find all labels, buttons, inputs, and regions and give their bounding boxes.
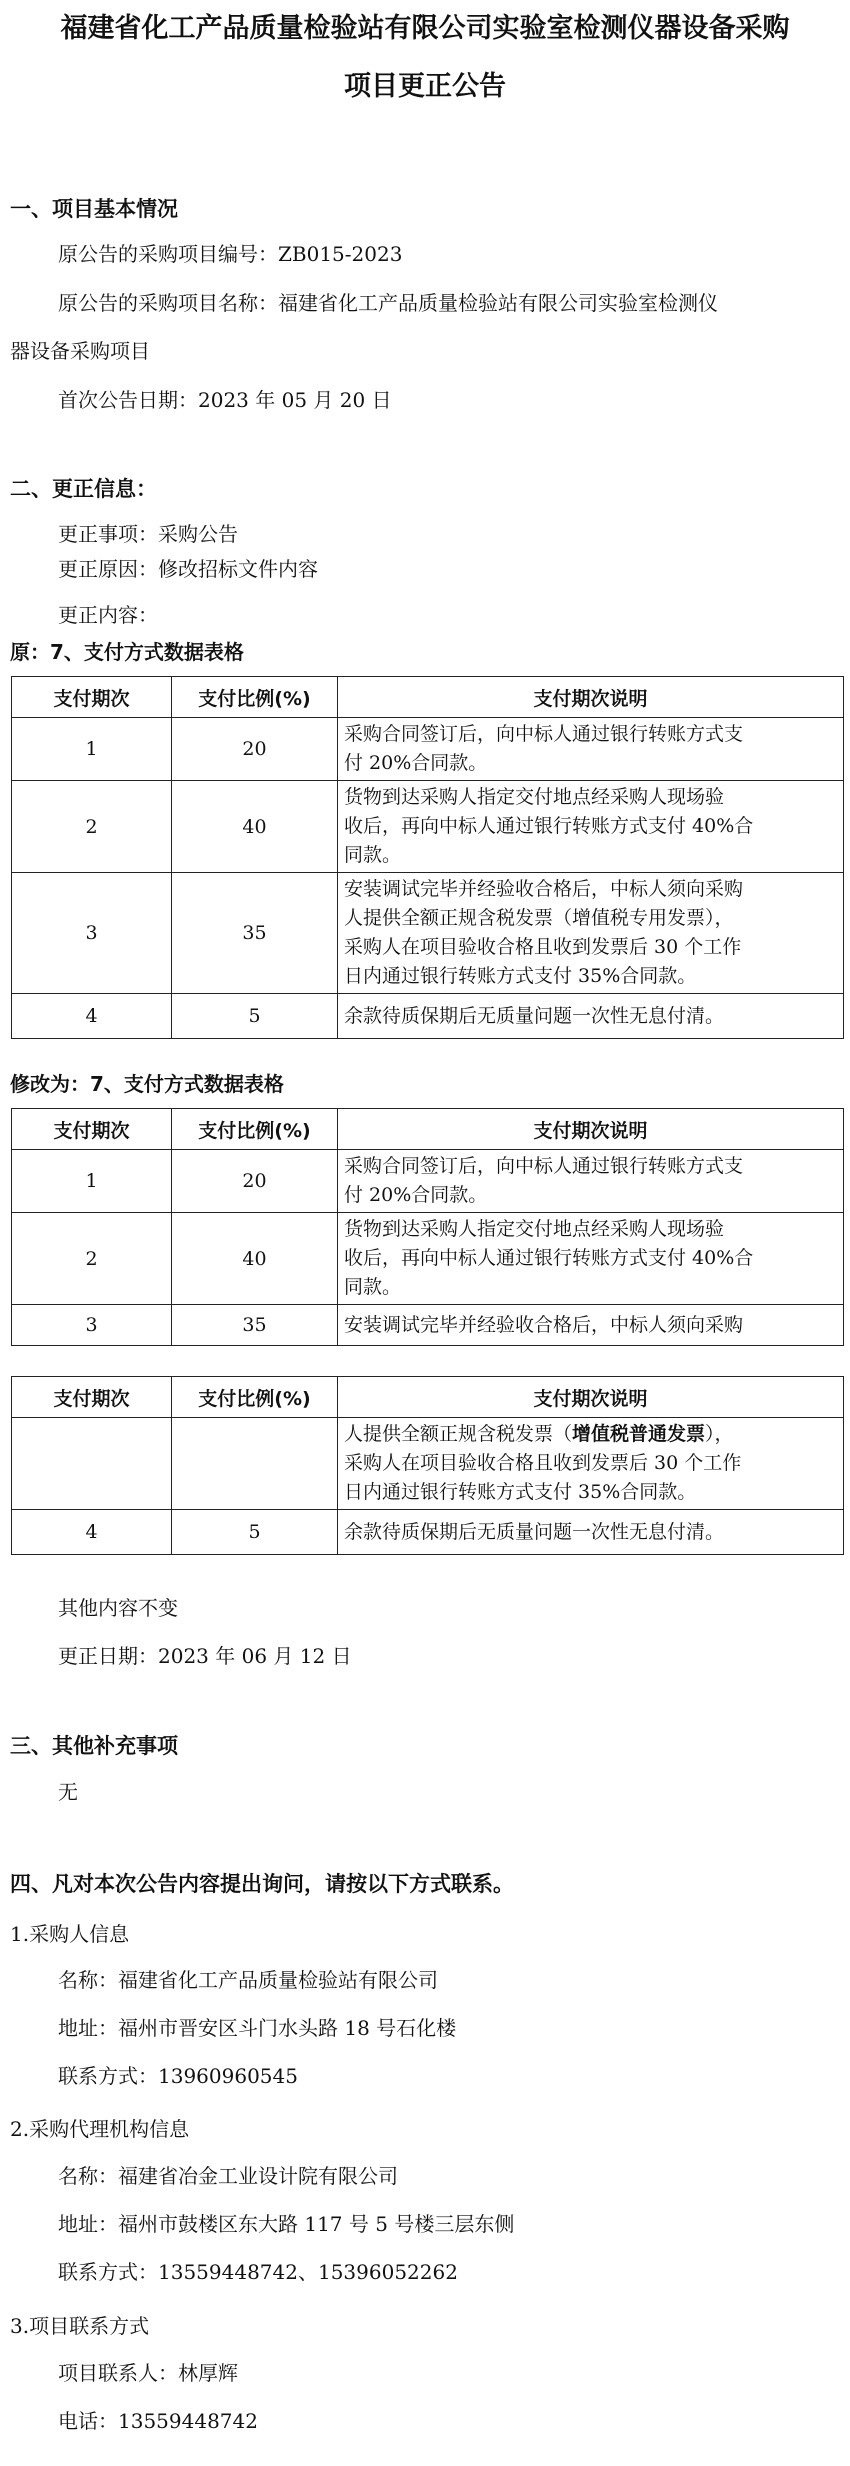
payment-description-cell (338, 781, 844, 873)
column-header: 支付期次 (12, 677, 172, 718)
section4-heading: 四、凡对本次公告内容提出询问，请按以下方式联系。 (10, 1872, 514, 1896)
original-project-name-line1: 原公告的采购项目名称：福建省化工产品质量检验站有限公司实验室检测仪 (58, 291, 718, 315)
description-line: 采购人在项目验收合格且收到发票后 30 个工作 (344, 1452, 742, 1474)
section2-heading: 二、更正信息： (10, 477, 157, 501)
supplementary-text: 无 (58, 1780, 78, 1804)
description-line: 货物到达采购人指定交付地点经采购人现场验 (344, 1218, 725, 1240)
column-header: 支付期次说明 (338, 677, 844, 718)
payment-period-cell: 2 (12, 781, 172, 873)
description-line: 安装调试完毕并经验收合格后，中标人须向采购 (344, 878, 744, 900)
payment-ratio-cell (172, 1418, 338, 1510)
purchaser-name: 名称：福建省化工产品质量检验站有限公司 (58, 1968, 438, 1992)
payment-description-cell (338, 1213, 844, 1305)
description-line (344, 1420, 839, 1449)
payment-ratio-cell: 40 (172, 781, 338, 873)
original-project-number: 原公告的采购项目编号：ZB015-2023 (58, 242, 403, 266)
payment-period-cell: 1 (12, 718, 172, 781)
column-header: 支付比例(%) (172, 1377, 338, 1418)
payment-description-cell (338, 873, 844, 994)
description-line: 日内通过银行转账方式支付 35%合同款。 (344, 1481, 697, 1503)
payment-description-cell (338, 994, 844, 1039)
document-title-line2: 项目更正公告 (344, 71, 506, 102)
project-contact-phone: 电话：13559448742 (58, 2409, 258, 2433)
other-content-unchanged: 其他内容不变 (58, 1596, 178, 1620)
payment-ratio-cell: 40 (172, 1213, 338, 1305)
document-title-line1: 福建省化工产品质量检验站有限公司实验室检测仪器设备采购 (60, 13, 790, 44)
description-line: 余款待质保期后无质量问题一次性无息付清。 (344, 1004, 725, 1027)
column-header: 支付期次说明 (338, 1109, 844, 1150)
payment-ratio-cell: 5 (172, 1510, 338, 1555)
description-line: 收后，再向中标人通过银行转账方式支付 40%合 (344, 1247, 754, 1269)
purchaser-info-title: 1.采购人信息 (10, 1922, 130, 1946)
modified-table-label: 修改为：7、支付方式数据表格 (10, 1072, 284, 1096)
description-line: 日内通过银行转账方式支付 35%合同款。 (344, 965, 697, 987)
description-line: 同款。 (344, 844, 402, 866)
description-line: 采购合同签订后，向中标人通过银行转账方式支 (344, 723, 744, 745)
revised-invoice-type: 增值税普通发票 (572, 1423, 706, 1445)
payment-description-cell (338, 718, 844, 781)
description-text: 人提供全额正规含税发票（ (344, 1423, 573, 1445)
table-row (12, 1418, 844, 1510)
description-line: 收后，再向中标人通过银行转账方式支付 40%合 (344, 815, 754, 837)
modified-payment-table-continued (11, 1376, 844, 1555)
correction-reason: 更正原因：修改招标文件内容 (58, 557, 318, 581)
description-line: 人提供全额正规含税发票（增值税专用发票）， (344, 907, 734, 929)
description-line: 余款待质保期后无质量问题一次性无息付清。 (344, 1520, 725, 1543)
table-row (12, 1510, 844, 1555)
description-line: 采购人在项目验收合格且收到发票后 30 个工作 (344, 936, 742, 958)
payment-period-cell: 4 (12, 994, 172, 1039)
description-line: 付 20%合同款。 (344, 752, 488, 774)
description-line: 货物到达采购人指定交付地点经采购人现场验 (344, 786, 725, 808)
original-table-label: 原：7、支付方式数据表格 (10, 640, 244, 664)
project-contact-person: 项目联系人：林厚辉 (58, 2361, 238, 2385)
table-row (12, 994, 844, 1039)
column-header: 支付期次说明 (338, 1377, 844, 1418)
purchaser-address: 地址：福州市晋安区斗门水头路 18 号石化楼 (58, 2016, 457, 2040)
table-header-row (12, 1377, 844, 1418)
payment-description-cell (338, 1150, 844, 1213)
payment-description-cell (338, 1418, 844, 1510)
agency-contact: 联系方式：13559448742、15396052262 (58, 2260, 458, 2284)
column-header: 支付比例(%) (172, 1109, 338, 1150)
section3-heading: 三、其他补充事项 (10, 1734, 178, 1758)
modified-payment-table (11, 1108, 844, 1346)
table-row (12, 873, 844, 994)
project-contact-title: 3.项目联系方式 (10, 2314, 150, 2338)
payment-ratio-cell: 20 (172, 1150, 338, 1213)
column-header: 支付期次 (12, 1377, 172, 1418)
payment-ratio-cell: 35 (172, 873, 338, 994)
table-row (12, 1213, 844, 1305)
payment-period-cell: 2 (12, 1213, 172, 1305)
payment-ratio-cell: 20 (172, 718, 338, 781)
payment-description-cell (338, 1305, 844, 1346)
payment-description-cell (338, 1510, 844, 1555)
description-line: 安装调试完毕并经验收合格后，中标人须向采购 (344, 1313, 744, 1336)
correction-item: 更正事项：采购公告 (58, 522, 238, 546)
table-row (12, 1150, 844, 1213)
agency-info-title: 2.采购代理机构信息 (10, 2117, 190, 2141)
description-line: 采购合同签订后，向中标人通过银行转账方式支 (344, 1155, 744, 1177)
agency-address: 地址：福州市鼓楼区东大路 117 号 5 号楼三层东侧 (58, 2212, 515, 2236)
description-line: 同款。 (344, 1276, 402, 1298)
description-text: ）， (705, 1423, 734, 1445)
table-header-row (12, 1109, 844, 1150)
column-header: 支付比例(%) (172, 677, 338, 718)
section1-heading: 一、项目基本情况 (10, 197, 178, 221)
original-project-name-line2: 器设备采购项目 (10, 339, 150, 363)
table-header-row (12, 677, 844, 718)
original-payment-table (11, 676, 844, 1039)
table-row (12, 718, 844, 781)
payment-period-cell: 3 (12, 873, 172, 994)
column-header: 支付期次 (12, 1109, 172, 1150)
agency-name: 名称：福建省冶金工业设计院有限公司 (58, 2164, 398, 2188)
payment-period-cell: 3 (12, 1305, 172, 1346)
payment-ratio-cell: 35 (172, 1305, 338, 1346)
payment-period-cell: 4 (12, 1510, 172, 1555)
first-announcement-date: 首次公告日期：2023 年 05 月 20 日 (58, 388, 392, 412)
correction-date: 更正日期：2023 年 06 月 12 日 (58, 1644, 352, 1668)
correction-content-label: 更正内容： (58, 603, 158, 627)
payment-period-cell (12, 1418, 172, 1510)
description-line: 付 20%合同款。 (344, 1184, 488, 1206)
payment-period-cell: 1 (12, 1150, 172, 1213)
table-row (12, 1305, 844, 1346)
payment-ratio-cell: 5 (172, 994, 338, 1039)
table-row (12, 781, 844, 873)
purchaser-contact: 联系方式：13960960545 (58, 2064, 298, 2088)
